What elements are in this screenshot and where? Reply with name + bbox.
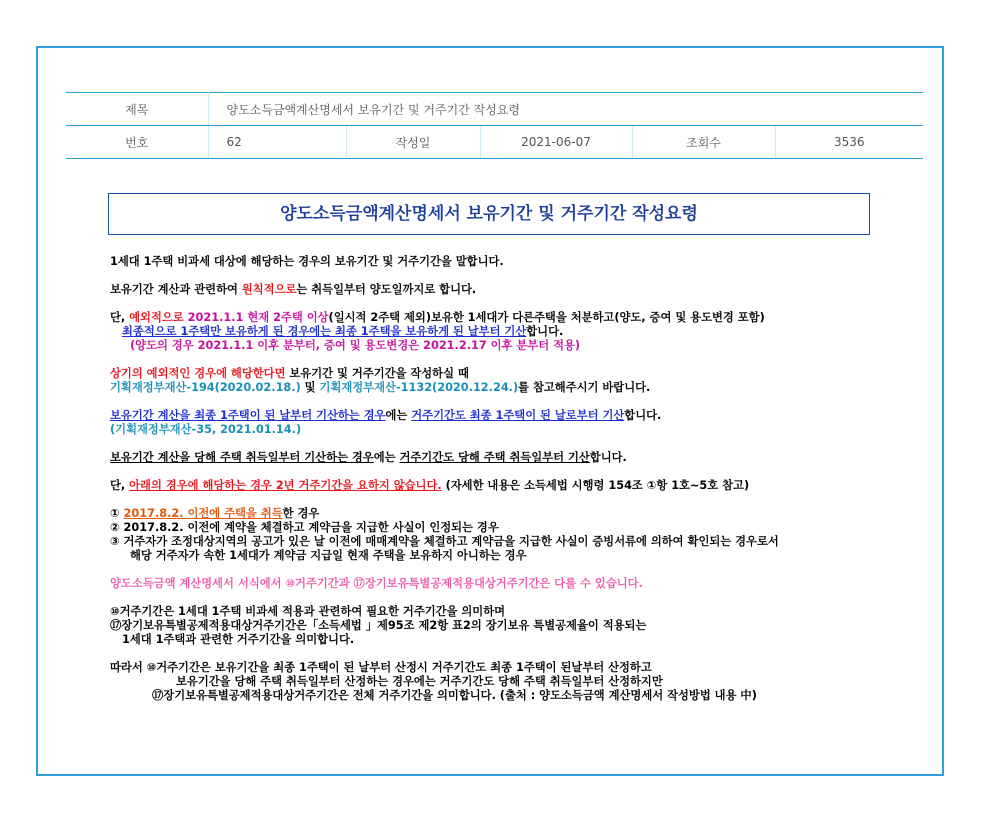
para-7: [110, 479, 890, 493]
para-9-line-2: ⑰장기보유특별공제적용대상거주기간은「소득세법 」제95조 제2항 표2의 장기보유 특별공제율이 적용되는: [110, 619, 647, 632]
document-body: [110, 255, 890, 703]
info-row: [66, 126, 923, 159]
para-6-highlight-1: 보유기간 계산을 당해 주택 취득일부터 기산하는 경우: [110, 451, 374, 464]
para-2-text-end: 는 취득일부터 양도일까지로 합니다.: [296, 283, 477, 296]
para-3-line-2: [110, 325, 890, 339]
para-3-prefix: 단,: [110, 311, 130, 324]
ruling-194-ref: 기획재정부재산-194(2020.02.18.): [110, 381, 301, 394]
para-6-highlight-2: 거주기간도 당해 주택 취득일부터 기산: [399, 451, 590, 464]
post-number: 62: [208, 126, 346, 159]
no-residence-requirement-highlight: 아래의 경우에 해당하는 경우 2년 거주기간을 요하지 않습니다.: [129, 479, 442, 492]
list-item-1: [110, 507, 890, 521]
para-4-line-1: [110, 367, 890, 381]
para-10-line-1: 따라서 ⑩거주기간은 보유기간을 최종 1주택이 된 날부터 산정시 거주기간도 최종 1주택이 된날부터 산정하고: [110, 661, 652, 674]
para-7-reference: (자세한 내용은 소득세법 시행령 154조 ①항 1호~5호 참고): [441, 479, 750, 492]
para-3-line-1: [110, 311, 890, 325]
list-item-2: ② 2017.8.2. 이전에 계약을 체결하고 계약금을 지급한 사실이 인정되는 경우: [110, 521, 499, 534]
views-label: 조회수: [632, 126, 775, 159]
ruling-1132-ref: 기획재정부재산-1132(2020.12.24.): [319, 381, 519, 394]
para-5-highlight-1: 보유기간 계산을 최종 1주택이 된 날부터 기산하는 경우: [110, 409, 386, 422]
ruling-35-ref: (기획재정부재산-35, 2021.01.14.): [110, 423, 302, 436]
para-7-prefix: 단,: [110, 479, 130, 492]
para-5-end: 합니다.: [624, 409, 662, 422]
para-3-text: (일시적 2주택 제외)보유한 1세대가 다른주택을 처분하고(양도, 증여 및 용도변경 포함): [328, 311, 765, 324]
list-item-3-cont: 해당 거주자가 속한 1세대가 계약금 지급일 현재 주택을 보유하지 아니하는 경우: [130, 549, 527, 562]
no-label: 번호: [66, 126, 208, 159]
para-5-highlight-2: 거주기간도 최종 1주택이 된 날로부터 기산: [411, 409, 625, 422]
list-item-1-highlight: 2017.8.2. 이전에 주택을 취득: [123, 507, 283, 520]
exception-case-highlight: 상기의 예외적인 경우에 해당한다면: [110, 367, 286, 380]
subject-row: [66, 93, 923, 126]
two-house-highlight: 2021.1.1 현재 2주택 이상: [183, 311, 329, 324]
para-9-line-3: 1세대 1주택과 관련한 거주기간을 의미합니다.: [122, 633, 355, 646]
list-item-1-marker: ①: [110, 507, 124, 520]
view-count: 3536: [775, 126, 923, 159]
list-item-1-end: 한 경우: [282, 507, 320, 520]
para-1: 1세대 1주택 비과세 대상에 해당하는 경우의 보유기간 및 거주기간을 말합니다.: [110, 255, 504, 268]
final-house-highlight: 최종적으로 1주택만 보유하게 된 경우에는 최종 1주택을 보유하게 된 날부터 기산: [122, 325, 527, 338]
post-date: 2021-06-07: [480, 126, 632, 159]
para-3-end: 합니다.: [526, 325, 564, 338]
para-5-text: 에는: [385, 409, 412, 422]
para-5-line-1: [110, 409, 890, 423]
subject-label: 제목: [66, 93, 208, 126]
para-10-line-3: ⑰장기보유특별공제적용대상거주기간은 전체 거주기간을 의미합니다. (출처 : 양도소득금액 계산명세서 작성방법 내용 中): [152, 689, 757, 702]
para-2-text: 보유기간 계산과 관련하여: [110, 283, 242, 296]
para-9-line-1: ⑩거주기간은 1세대 1주택 비과세 적용과 관련하여 필요한 거주기간을 의미하며: [110, 605, 506, 618]
date-label: 작성일: [346, 126, 480, 159]
para-6-text: 에는: [373, 451, 400, 464]
para-10-line-2: 보유기간을 당해 주택 취득일부터 산정하는 경우에는 거주기간도 당해 주택 취득일부터 산정하지만: [176, 675, 663, 688]
para-2: [110, 283, 890, 297]
para-3-note: (양도의 경우 2021.1.1 이후 분부터, 증여 및 용도변경은 2021.2.17 이후 분부터 적용): [130, 339, 581, 352]
para-4-and: 및: [300, 381, 320, 394]
para-8: 양도소득금액 계산명세서 서식에서 ⑩거주기간과 ⑰장기보유특별공제적용대상거주기간은 다를 수 있습니다.: [110, 577, 643, 590]
post-meta-table: [66, 92, 923, 159]
exception-highlight: 예외적으로: [129, 311, 184, 324]
para-4-end: 를 참고해주시기 바랍니다.: [518, 381, 651, 394]
post-subject: 양도소득금액계산명세서 보유기간 및 거주기간 작성요령: [208, 93, 923, 126]
para-4-text: 보유기간 및 거주기간을 작성하실 때: [285, 367, 469, 380]
principle-highlight: 원칙적으로: [241, 283, 297, 296]
list-item-3: ③ 거주자가 조정대상지역의 공고가 있은 날 이전에 매매계약을 체결하고 계약금을 지급한 사실이 증빙서류에 의하여 확인되는 경우로서: [110, 535, 779, 548]
para-4-line-2: [110, 381, 890, 395]
document-title: 양도소득금액계산명세서 보유기간 및 거주기간 작성요령: [108, 193, 870, 235]
para-6: [110, 451, 890, 465]
para-6-end: 합니다.: [589, 451, 627, 464]
